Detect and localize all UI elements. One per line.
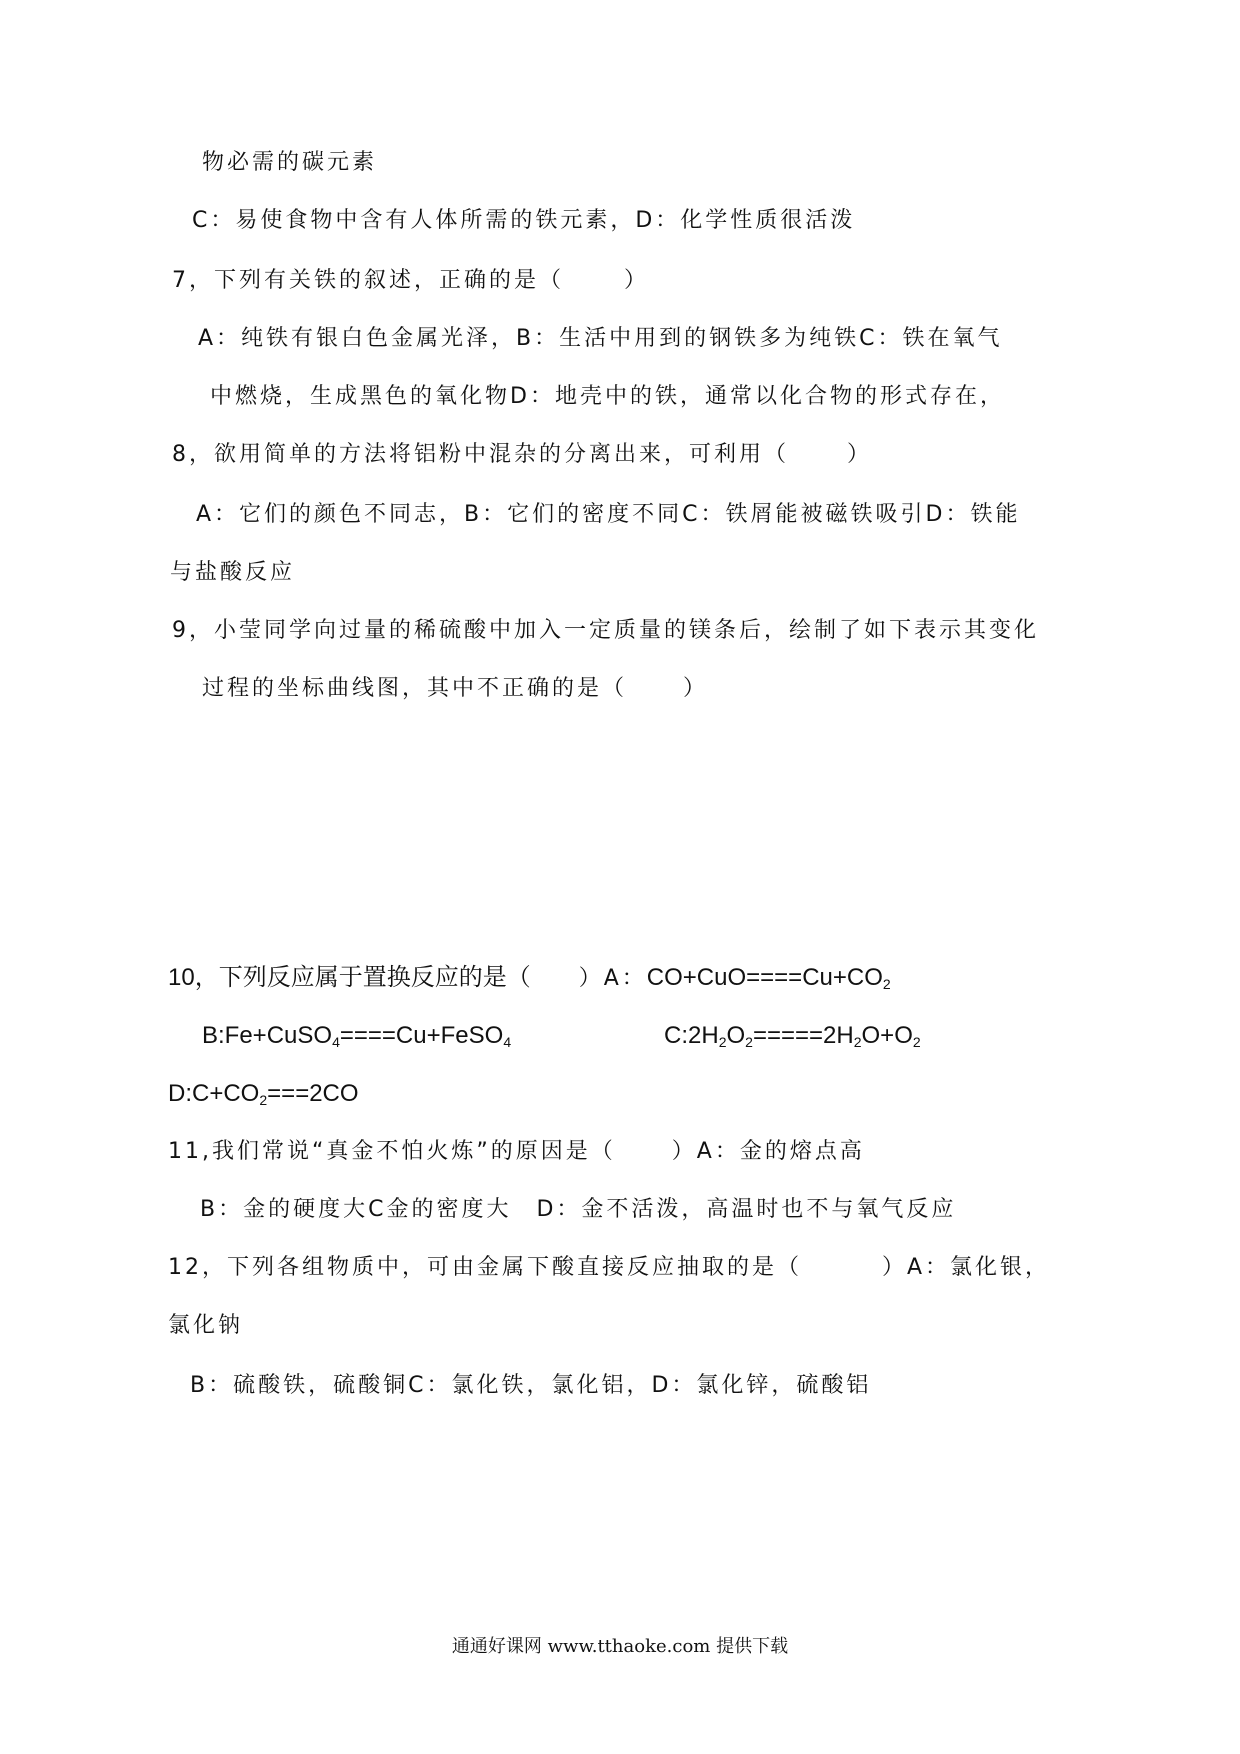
question-9-stem-line-2: 过程的坐标曲线图，其中不正确的是（ ） [202, 676, 709, 701]
question-12-options-line-1: 氯化钠 [168, 1313, 244, 1338]
question-8-stem: 8，欲用简单的方法将铝粉中混杂的分离出来，可利用（ ） [172, 442, 873, 467]
equation-a: $CO+CuO====Cu+CO_2$ [646, 964, 891, 992]
text-line-q6-options-cd: C：易使食物中含有人体所需的铁元素，D：化学性质很活泼 [192, 208, 856, 233]
question-10-equation-b: B:Fe+CuSO$_4$====Cu+FeSO$_4$ [202, 1022, 512, 1050]
question-7-stem: 7，下列有关铁的叙述，正确的是（ ） [172, 268, 650, 293]
text-line-q6-b-continuation: 物必需的碳元素 [202, 150, 378, 175]
question-10-equation-c: $C:2H_2O_2=====2H_2O+O_2$ [664, 1022, 921, 1050]
question-10-stem: 10，下列反应属于置换反应的是（ ）A：$CO+CuO====Cu+CO_2$ [168, 964, 891, 992]
question-11-stem: 11,我们常说“真金不怕火炼”的原因是（ ）A：金的熔点高 [168, 1139, 865, 1164]
question-8-options-line-1: A：它们的颜色不同志，B：它们的密度不同C：铁屑能被磁铁吸引D：铁能 [196, 502, 1021, 527]
question-7-options-line-1: A：纯铁有银白色金属光泽，B：生活中用到的钢铁多为纯铁C：铁在氧气 [198, 326, 1003, 351]
question-11-options: B：金的硬度大C金的密度大 D：金不活泼，高温时也不与氧气反应 [200, 1197, 957, 1222]
question-12-stem: 12，下列各组物质中，可由金属下酸直接反应抽取的是（ ）A：氯化银， [168, 1255, 1051, 1280]
question-9-stem-line-1: 9，小莹同学向过量的稀硫酸中加入一定质量的镁条后，绘制了如下表示其变化 [172, 618, 1039, 643]
question-10-equation-d: $D:C+CO_2===2CO$ [168, 1080, 359, 1108]
question-8-options-line-2: 与盐酸反应 [170, 560, 296, 585]
page-footer: 通通好课网 www.tthaoke.com 提供下载 [451, 1636, 789, 1657]
question-7-options-line-2: 中燃烧，生成黑色的氧化物D：地壳中的铁，通常以化合物的形式存在， [210, 384, 1005, 409]
question-12-options-line-2: B：硫酸铁，硫酸铜C：氯化铁，氯化铝，D：氯化锌，硫酸铝 [190, 1373, 872, 1398]
